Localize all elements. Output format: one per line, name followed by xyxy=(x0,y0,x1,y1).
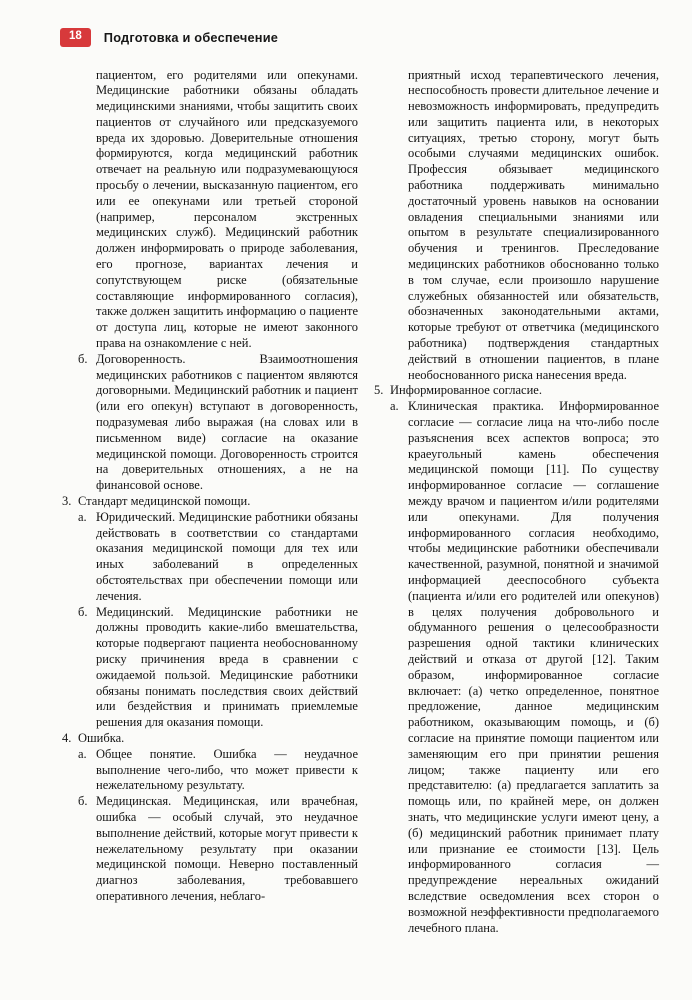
page-header xyxy=(60,28,660,47)
list-subitem-3a xyxy=(78,510,358,605)
list-marker: 3. xyxy=(62,494,72,509)
list-item-title: Ошибка. xyxy=(78,730,125,745)
list-item-body xyxy=(96,605,358,731)
list-marker: б. xyxy=(78,351,88,366)
list-subitem-4a xyxy=(78,747,358,794)
list-marker: б. xyxy=(78,604,88,619)
chapter-title: Подготовка и обеспечение xyxy=(103,29,279,45)
continuation-paragraph: пациентом, его родителями или опекунами. Медицинские работники обязаны обладать медицинскими знаниями, чтобы защитить своих пациентов от случайного или предсказуемого вреда их здоровью. Доверительные отношения формируются, когда медицинский работник отвечает на реальную или подразумевающуюся просьбу о лечении, высказанную пациентом, его или ее опекунами или третьей стороной (например, персоналом экстренных медицинских служб). Медицинский работник должен информировать о природе заболевания, его прогнозе, вариантах лечения и сопутствующем риске (обязательные составляющие информированного согласия), также должен защитить информацию о пациенте от доступа лиц, которые не имеют законного права на ознакомление с ней. xyxy=(96,67,358,351)
list-item-title: Стандарт медицинской помощи. xyxy=(78,494,251,509)
list-item-body xyxy=(78,731,358,905)
list-item-body xyxy=(390,383,659,936)
left-column xyxy=(62,68,358,937)
list-item-body xyxy=(96,794,358,905)
list-marker: а. xyxy=(78,746,87,761)
list-item-text: Общее понятие. Ошибка — неудачное выполнение чего-либо, что может привести к нежелательному результату. xyxy=(96,746,358,793)
text-columns xyxy=(62,68,660,937)
list-marker: 5. xyxy=(374,383,384,398)
list-marker: а. xyxy=(390,399,399,414)
list-item-text: Медицинская. Медицинская, или врачебная, ошибка — особый случай, это неудачное выполнение действий, которые могут привести к нежелательному результату при оказании медицинской помощи. Неверно поставленный диагноз заболевания, требовавшего оперативного лечения, неблаго- xyxy=(96,794,358,903)
list-marker: а. xyxy=(78,509,87,524)
list-subitem-3b xyxy=(78,605,358,731)
list-marker: б. xyxy=(78,794,88,809)
page-number-badge: 18 xyxy=(60,28,91,47)
list-item-text: Медицинский. Медицинские работники не должны проводить какие-либо вмешательства, которые подвергают пациента необоснованному риску причинения вреда в сравнении с ожидаемой пользой. Медицинские работники обязаны понимать последствия своих действий или бездействия и принимать приемлемые решения для оказания помощи. xyxy=(96,604,358,730)
list-subitem-5a xyxy=(390,399,659,936)
list-item-text: Клиническая практика. Информированное согласие — согласие лица на что-либо после разъяснения всех аспектов вопроса; это краеугольный камень обеспечения медицинской помощи [11]. По существу информированное согласие — соглашение между врачом и пациентом и/или родителями или опекунами. Для получения информированного согласия необходимо, чтобы медицинские работники обеспечивали качественной, разумной, понятной и значимой информацией дееспособного субъекта (пациента и/или его родителей или опекунов) в целях получения добровольного и обдуманного решения о целесообразности разрешения одной тактики клинических действий и отказа от другой [12]. Таким образом, информированное согласие включает: (а) четко определенное, понятное предложение, данное медицинским работником, оказывающим помощь, и (б) согласие на принятие помощи пациентом или заменяющим его при принятии решения лицом; также пациенту или его представителю: (а) предлагается заплатить за помощь или, по крайней мере, он должен знать, что медицинские услуги имеют цену, а (б) медицинский работник принимает плату или признание ее стоимости [13]. Цель информированного согласия — предупреждение нереальных ожиданий вследствие осведомления всех сторон о возможной неэффективности предполагаемого лечебного плана. xyxy=(408,399,659,935)
list-subitem-4b xyxy=(78,794,358,905)
right-column xyxy=(374,68,659,937)
list-item-body xyxy=(78,494,358,731)
list-item-body xyxy=(96,510,358,605)
list-item-title: Информированное согласие. xyxy=(390,383,542,398)
list-item-4-error xyxy=(62,731,358,905)
list-marker: 4. xyxy=(62,730,72,745)
list-item-5-informed-consent xyxy=(374,383,659,936)
continuation-paragraph: приятный исход терапевтического лечения, неспособность провести длительное лечение и невозможность информировать, предупредить или защитить пациента или, в некоторых ситуациях, третью сторону, могут быть особыми случаями медицинских ошибок. Профессия обязывает медицинского работника поддерживать минимально достаточный уровень навыков на основании овладения специальными знаниями или опытом в результате специализированного обучения и тренингов. Преследование медицинских работников обоснованно только в том случае, если произошло нарушение служебных обязанностей или обязательств, обозначенных законодательными актами, которые требуют от ответчика (медицинского работника) подтверждения стандартных действий в отношении пациентов, в плане необоснованного риска нанесения вреда. xyxy=(408,67,659,382)
list-item-body xyxy=(408,399,659,936)
list-item-text: Юридический. Медицинские работники обязаны действовать в соответствии со стандартами оказания медицинской помощи для тех или иных заболеваний в определенных обстоятельствах при обеспечении помощи или лечения. xyxy=(96,509,358,603)
list-item-body xyxy=(96,352,358,494)
list-item-3-standard xyxy=(62,494,358,731)
list-item-text: Договоренность. Взаимоотношения медицинских работников с пациентом являются договорными. Медицинский работник и пациент (или его опекун) вступают в договоренность, подразумевая либо выражая (на словах или в письменном виде) согласие на оказание медицинской помощи. Договоренность строится на доверительных отношениях, а не на финансовой основе. xyxy=(96,351,358,493)
list-item-b-agreement xyxy=(78,352,358,494)
list-item-body xyxy=(96,747,358,794)
